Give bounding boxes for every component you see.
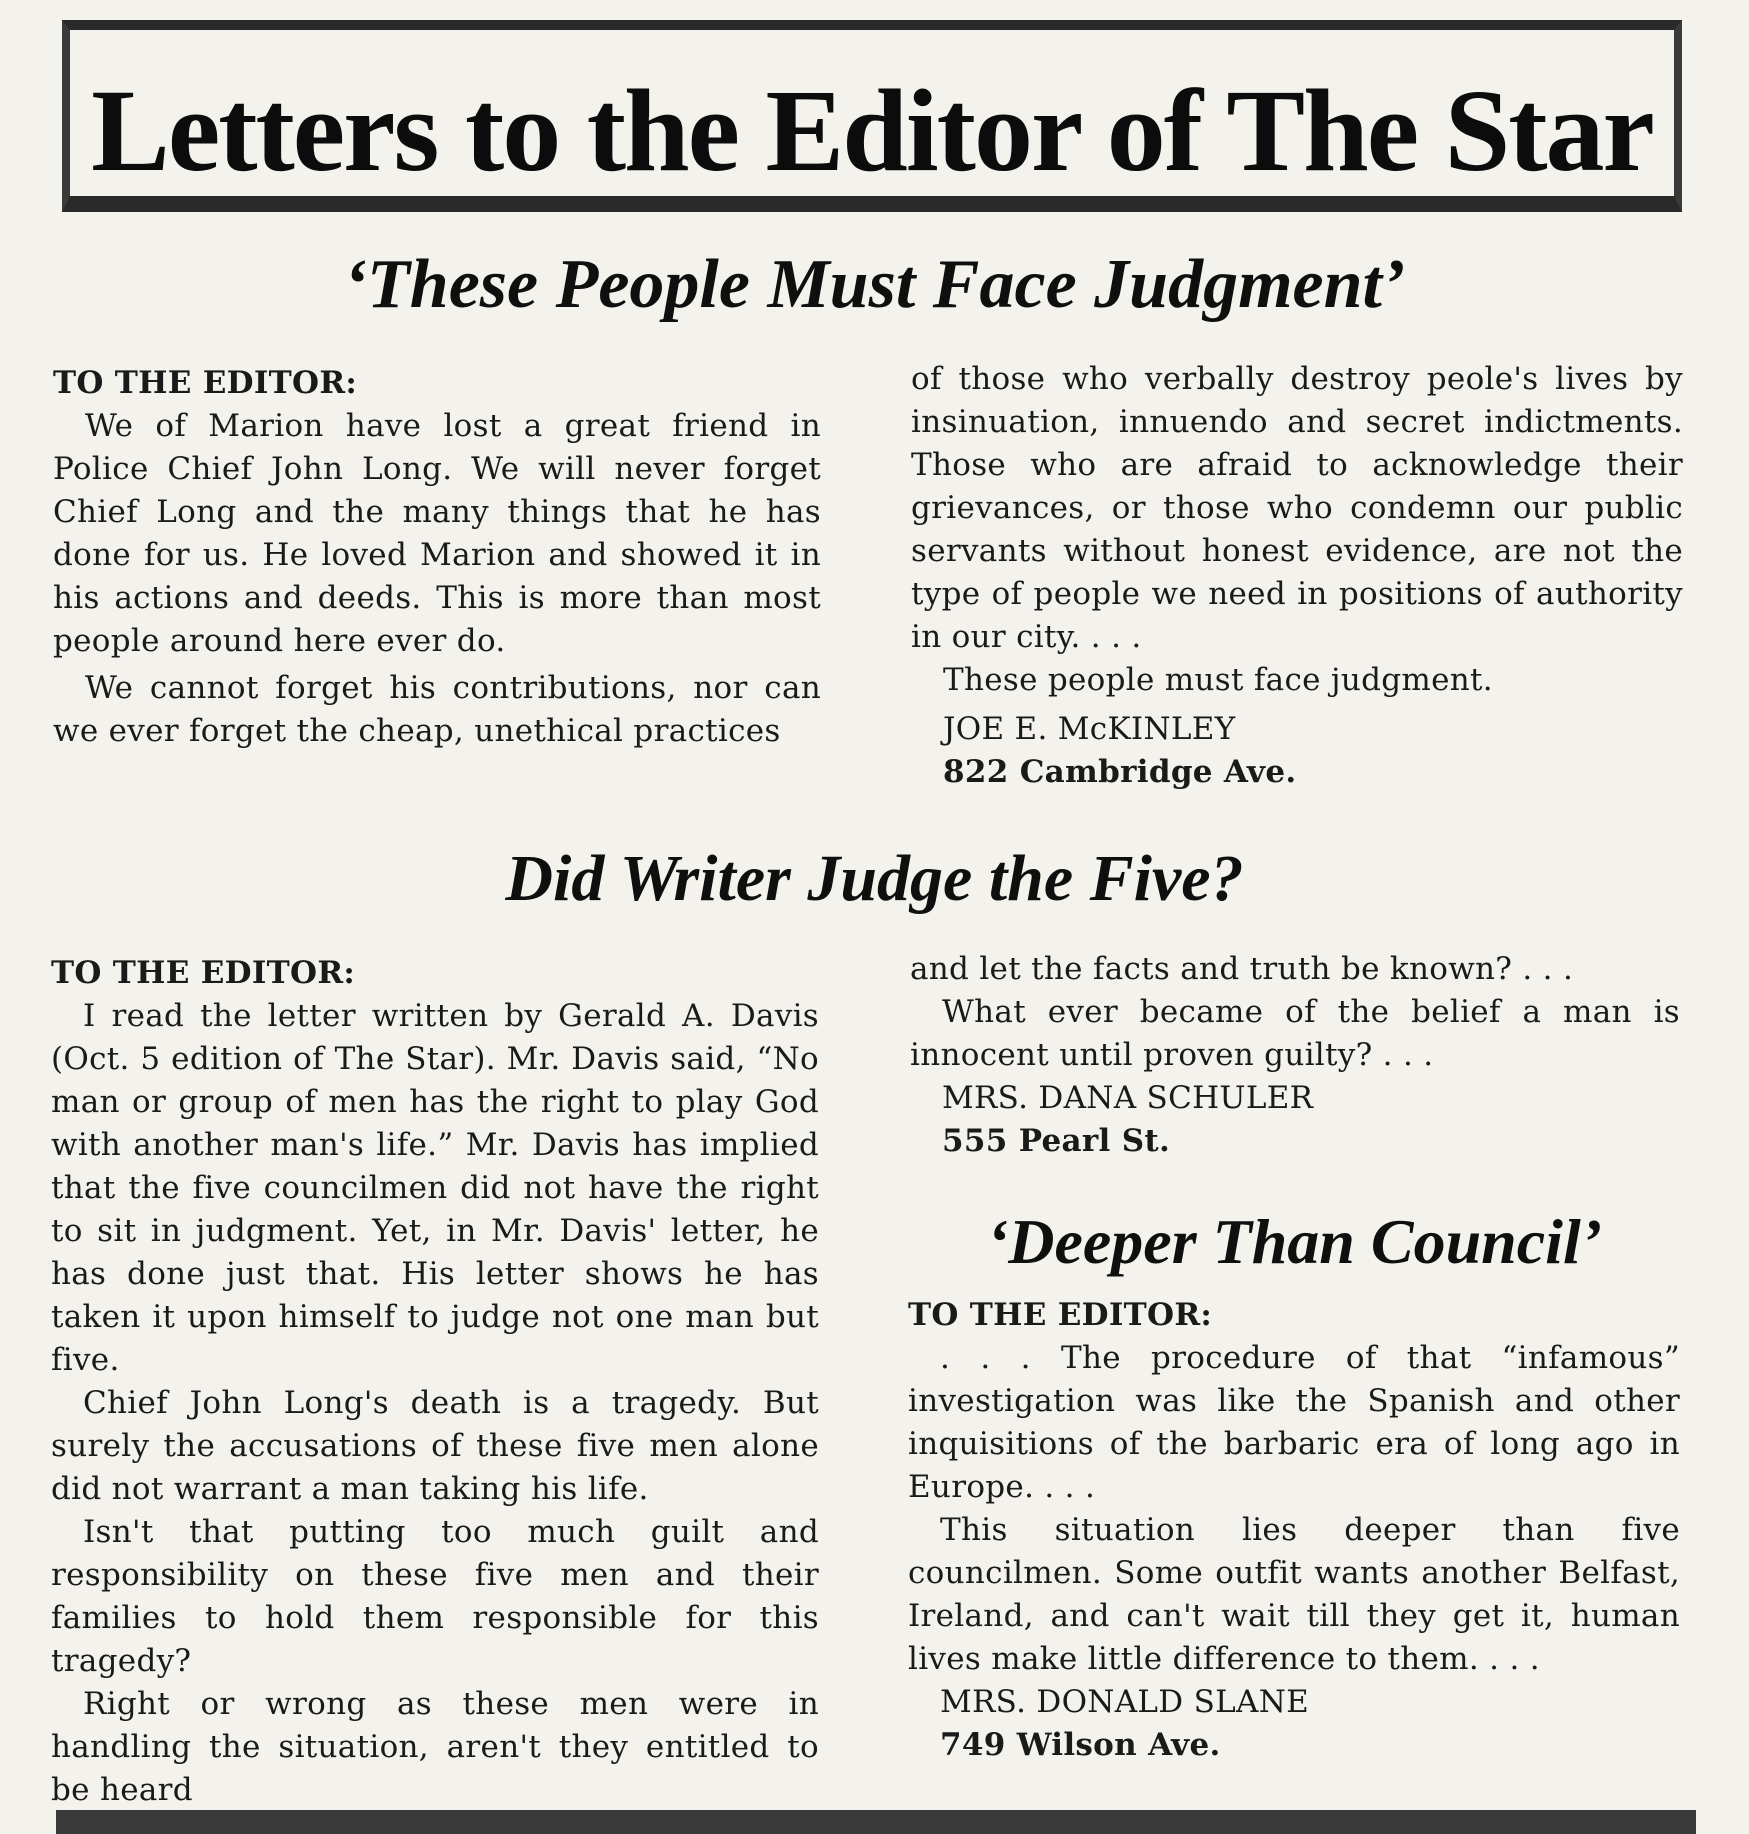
letter2-paragraph-3: Isn't that putting too much guilt and responsibility on these five men and their families to hold them responsible for this tragedy? xyxy=(51,1514,819,1679)
letter2-column-left xyxy=(51,952,819,1812)
letter3-paragraph-2: This situation lies deeper than five councilmen. Some outfit wants another Belfast, Ireland, and can't wait till they get it, human lives make little difference to them. . . . xyxy=(908,1512,1680,1677)
letter3-signature: MRS. DONALD SLANE xyxy=(940,1684,1310,1720)
letter1-column-right xyxy=(911,358,1683,794)
letter2-salutation: TO THE EDITOR: xyxy=(51,955,356,991)
letter1-salutation: TO THE EDITOR: xyxy=(53,365,358,401)
letter3-column xyxy=(908,1294,1680,1767)
letter2-paragraph-4-start: Right or wrong as these men were in handling the situation, aren't they entitled to be heard xyxy=(51,1686,819,1808)
letter2-paragraph-1: I read the letter written by Gerald A. Davis (Oct. 5 edition of The Star). Mr. Davis said, “No man or group of men has the right to play God with another man's life.” Mr. Davis has implied that the five councilmen did not have the right to sit in judgment. Yet, in Mr. Davis' letter, he has done just that. His letter shows he has taken it upon himself to judge not one man but five. xyxy=(51,998,819,1378)
letter3-address: 749 Wilson Ave. xyxy=(940,1727,1221,1763)
letter2-address: 555 Pearl St. xyxy=(942,1123,1171,1159)
letter1-address: 822 Cambridge Ave. xyxy=(943,754,1297,790)
letter1-paragraph-3: These people must face judgment. xyxy=(943,662,1493,698)
letter2-headline: Did Writer Judge the Five? xyxy=(505,842,1244,915)
letter2-paragraph-4-continued: and let the facts and truth be known? . . . xyxy=(910,951,1574,987)
masthead-title: Letters to the Editor of The Star xyxy=(91,65,1653,196)
letter3-headline: ‘Deeper Than Council’ xyxy=(986,1206,1603,1277)
letter2-signature: MRS. DANA SCHULER xyxy=(942,1080,1314,1116)
letter1-signature: JOE E. McKINLEY xyxy=(943,711,1236,747)
letter1-paragraph-2-start: We cannot forget his contributions, nor can we ever forget the cheap, unethical practices xyxy=(53,670,821,749)
letter3-paragraph-1: . . . The procedure of that “infamous” investigation was like the Spanish and other inquisitions of the barbaric era of long ago in Europe. . . . xyxy=(908,1340,1680,1505)
letter2-paragraph-5: What ever became of the belief a man is innocent until proven guilty? . . . xyxy=(910,994,1680,1073)
masthead-frame xyxy=(62,20,1682,212)
letter1-paragraph-1: We of Marion have lost a great friend in Police Chief John Long. We will never forget Chief Long and the many things that he has done for us. He loved Marion and showed it in his actions and deeds. This is more than most people around here ever do. xyxy=(53,408,821,659)
letter2-paragraph-2: Chief John Long's death is a tragedy. But surely the accusations of these five men alone did not warrant a man taking his life. xyxy=(51,1385,819,1507)
letter3-salutation: TO THE EDITOR: xyxy=(908,1297,1213,1333)
letter1-headline: ‘These People Must Face Judgment’ xyxy=(343,246,1406,323)
letter1-column-left xyxy=(53,362,821,753)
letter1-paragraph-2-continued: of those who verbally destroy peole's lives by insinuation, innuendo and secret indictments. Those who are afraid to acknowledge their grievances, or those who condemn our public servants without honest evidence, are not the type of people we need in positions of authority in our city. . . . xyxy=(911,361,1683,655)
letter2-column-right xyxy=(910,948,1680,1163)
bottom-rule xyxy=(56,1810,1696,1834)
